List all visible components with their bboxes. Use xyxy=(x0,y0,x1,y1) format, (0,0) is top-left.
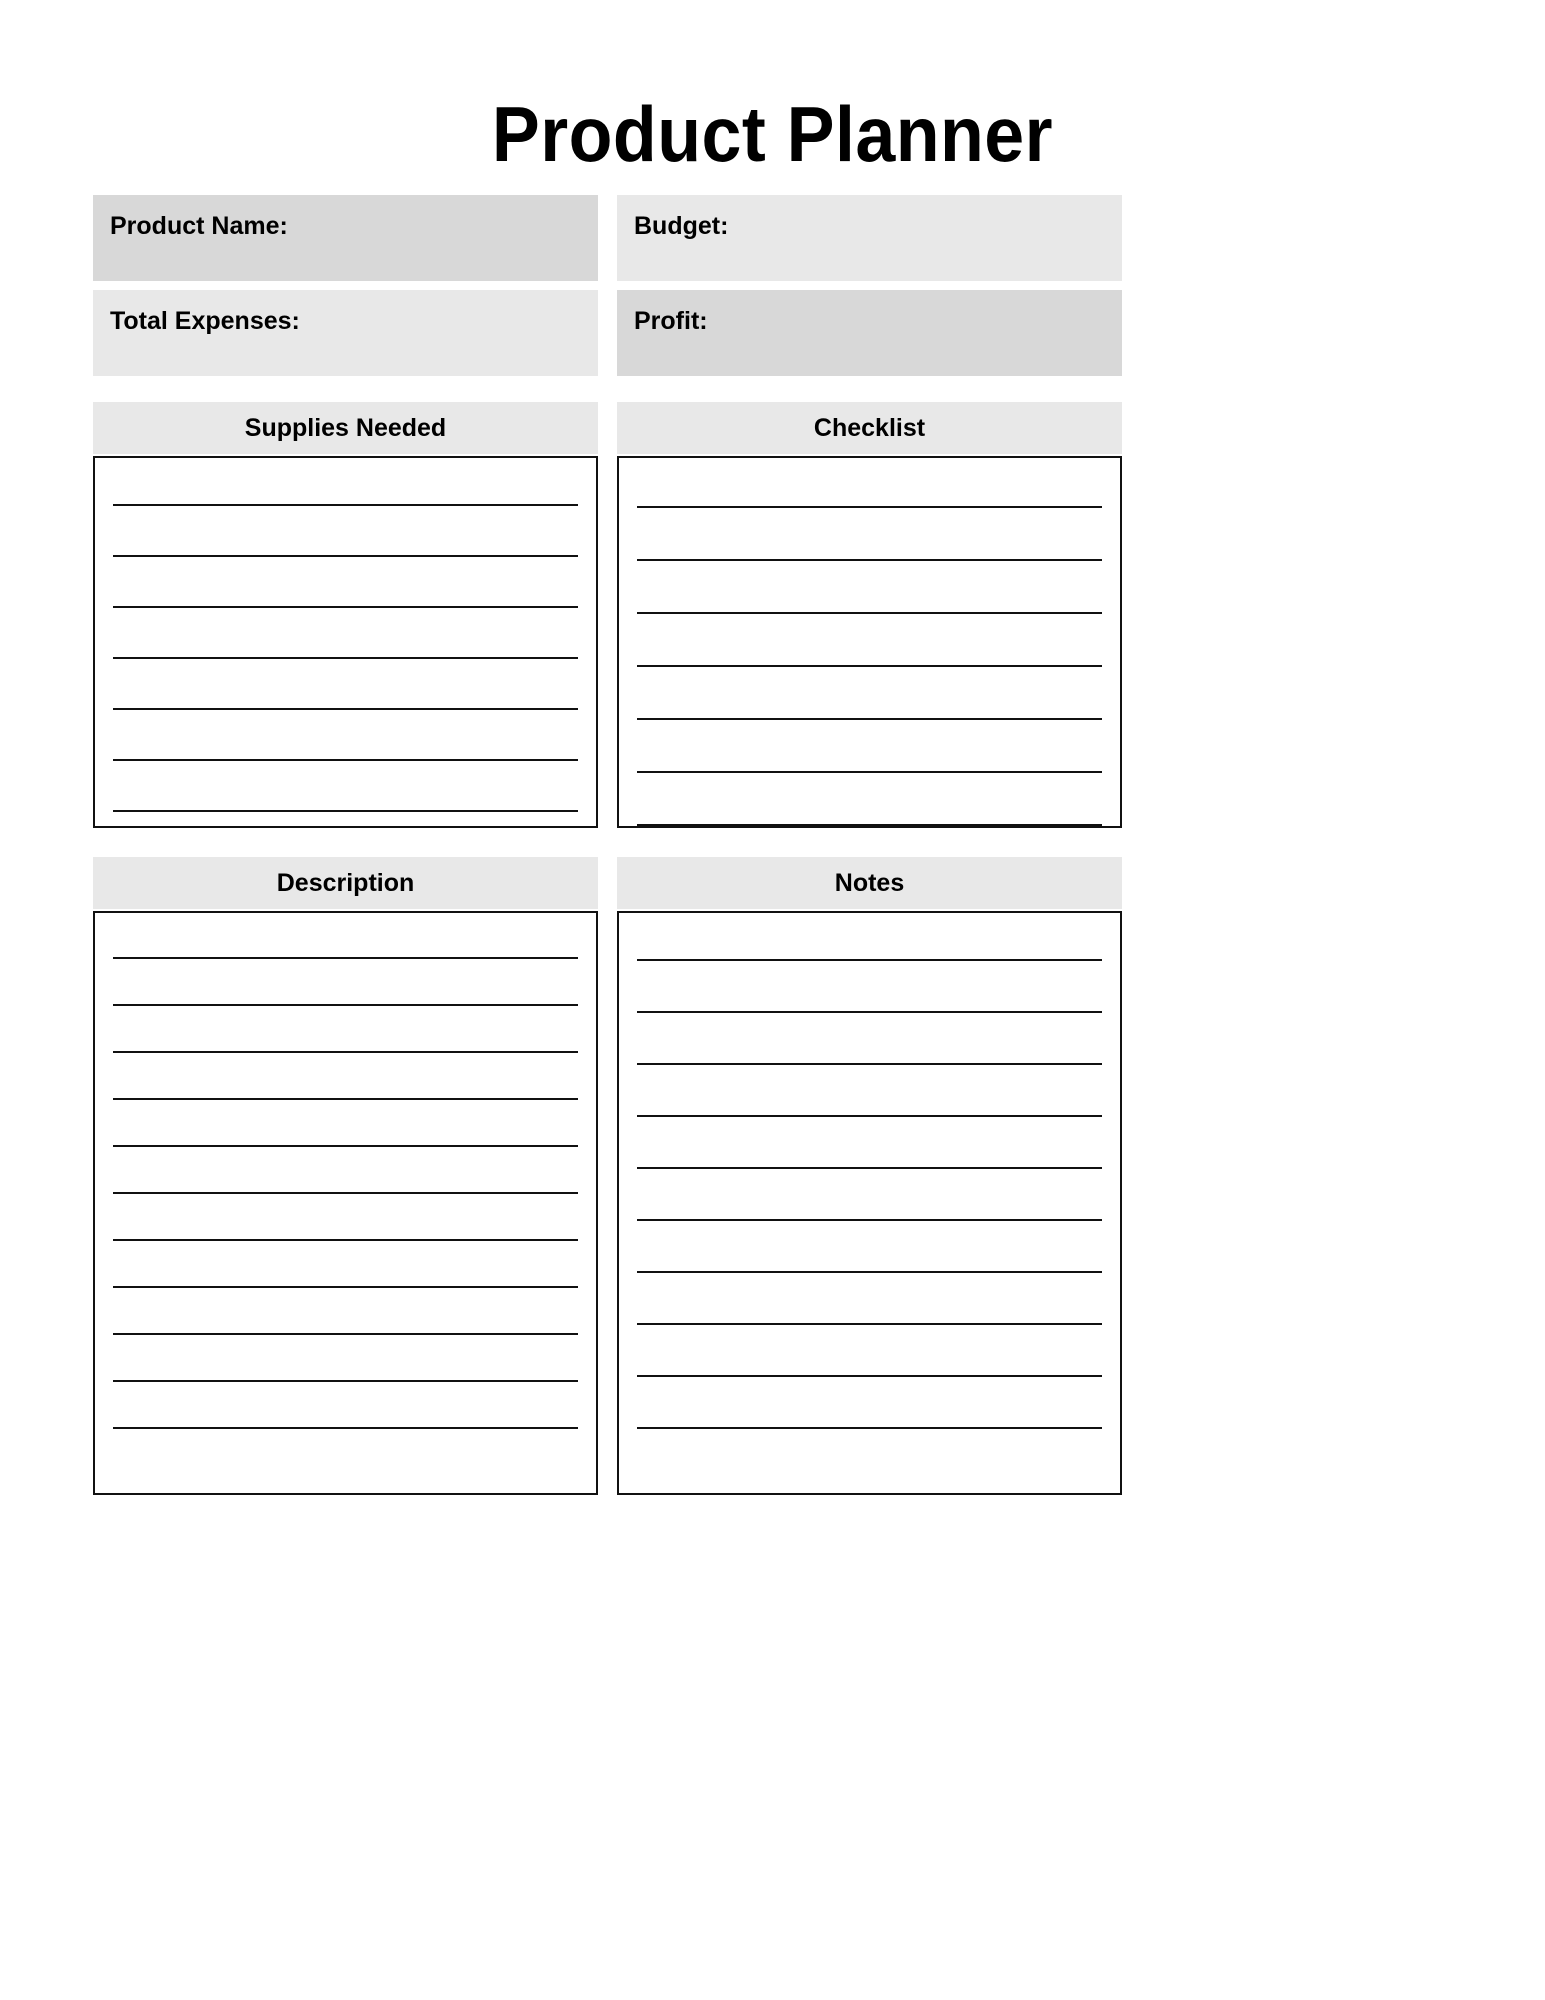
writing-rule xyxy=(637,1427,1102,1429)
section-title-checklist: Checklist xyxy=(813,414,926,442)
writing-rule xyxy=(113,1380,578,1382)
writing-rule xyxy=(637,1323,1102,1325)
writing-rule xyxy=(113,606,578,608)
field-profit-label: Profit: xyxy=(634,307,708,335)
writing-rule xyxy=(637,824,1102,826)
writing-rule xyxy=(113,1192,578,1194)
writing-rule xyxy=(637,1167,1102,1169)
section-title-notes: Notes xyxy=(834,869,905,897)
section-header-notes xyxy=(617,857,1122,909)
field-profit[interactable] xyxy=(617,290,1122,376)
writing-rule xyxy=(113,1427,578,1429)
rule-stack-description xyxy=(113,957,578,1429)
writing-area-supplies-needed[interactable] xyxy=(93,456,598,828)
rule-stack-checklist xyxy=(637,506,1102,826)
writing-rule xyxy=(113,1286,578,1288)
writing-rule xyxy=(637,1063,1102,1065)
writing-rule xyxy=(637,1115,1102,1117)
writing-rule xyxy=(637,718,1102,720)
writing-rule xyxy=(113,1098,578,1100)
writing-rule xyxy=(637,665,1102,667)
section-header-description xyxy=(93,857,598,909)
writing-rule xyxy=(637,1219,1102,1221)
writing-rule xyxy=(113,504,578,506)
writing-rule xyxy=(113,657,578,659)
field-total-expenses[interactable] xyxy=(93,290,598,376)
writing-rule xyxy=(113,1239,578,1241)
writing-rule xyxy=(637,959,1102,961)
section-header-supplies-needed xyxy=(93,402,598,454)
writing-rule xyxy=(113,708,578,710)
section-title-description: Description xyxy=(276,869,415,897)
field-product-name-label: Product Name: xyxy=(110,212,288,240)
writing-rule xyxy=(113,555,578,557)
writing-rule xyxy=(113,810,578,812)
writing-rule xyxy=(637,506,1102,508)
field-total-expenses-label: Total Expenses: xyxy=(110,307,300,335)
section-title-supplies-needed: Supplies Needed xyxy=(244,414,447,442)
writing-rule xyxy=(113,759,578,761)
writing-rule xyxy=(637,1271,1102,1273)
section-header-checklist xyxy=(617,402,1122,454)
writing-area-checklist[interactable] xyxy=(617,456,1122,828)
writing-rule xyxy=(113,957,578,959)
writing-rule xyxy=(113,1004,578,1006)
page-title: Product Planner xyxy=(491,90,1054,178)
field-budget[interactable] xyxy=(617,195,1122,281)
rule-stack-supplies-needed xyxy=(113,504,578,812)
field-product-name[interactable] xyxy=(93,195,598,281)
writing-rule xyxy=(113,1333,578,1335)
writing-rule xyxy=(637,771,1102,773)
writing-area-description[interactable] xyxy=(93,911,598,1495)
writing-rule xyxy=(113,1051,578,1053)
writing-rule xyxy=(637,559,1102,561)
writing-rule xyxy=(637,1375,1102,1377)
writing-rule xyxy=(637,1011,1102,1013)
writing-rule xyxy=(113,1145,578,1147)
rule-stack-notes xyxy=(637,959,1102,1429)
field-budget-label: Budget: xyxy=(634,212,729,240)
writing-area-notes[interactable] xyxy=(617,911,1122,1495)
writing-rule xyxy=(637,612,1102,614)
